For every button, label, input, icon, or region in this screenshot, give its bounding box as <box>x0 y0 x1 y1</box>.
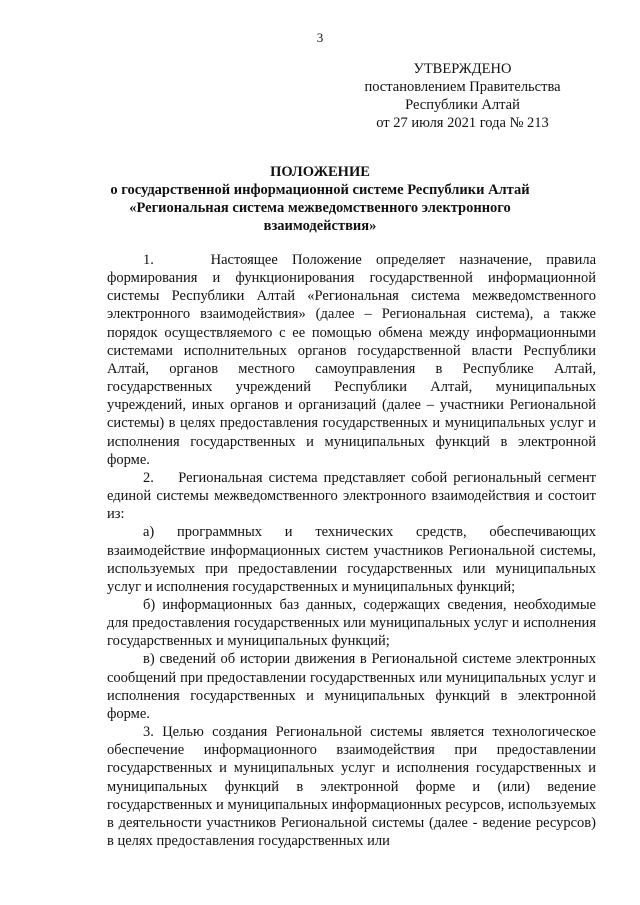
document-body <box>107 251 596 850</box>
approval-heading: УТВЕРЖДЕНО <box>413 61 512 77</box>
page-number: 3 <box>316 30 324 45</box>
title-system-name-cont: взаимодействия» <box>263 218 377 234</box>
approval-decree: постановлением Правительства <box>364 79 561 95</box>
paragraph-2c: в) сведений об истории движения в Региональной системе электронных сообщений при предоставлении государственных или муниципальных услуг и исполнения государственных и муниципальных функций в электронной форме. <box>107 651 596 722</box>
title-system-name: «Региональная система межведомственного электронного <box>129 200 511 216</box>
paragraph-2b: б) информационных баз данных, содержащих сведения, необходимые для предоставления государственных или муниципальных услуг и исполнения государственных и муниципальных функций; <box>107 596 596 650</box>
approval-date: от 27 июля 2021 года № 213 <box>376 115 549 131</box>
approval-stamp <box>360 60 565 132</box>
paragraph-3: 3. Целью создания Региональной системы является технологическое обеспечение информационного взаимодействия при предоставлении государственных и муниципальных услуг и исполнения государственных и муниципальных функций в электронной форме и (или) ведение государственных и муниципальных информационных ресурсов, используемых в деятельности участников Региональной системы (далее - ведение ресурсов) в целях предоставления государственных или <box>107 724 596 849</box>
title-heading: ПОЛОЖЕНИЕ <box>270 164 370 180</box>
title-subject: о государственной информационной системе Республики Алтай <box>110 182 530 198</box>
paragraph-1: 1. Настоящее Положение определяет назначение, правила формирования и функционирования государственной информационной системы Республики Алтай «Региональная система межведомственного электронного взаимодействия» (далее – Региональная система), а также порядок осуществляемого с ее помощью обмена между информационными системами исполнительных органов государственной власти Республики Алтай, органов местного самоуправления в Республике Алтай, государственных учреждений Республики Алтай, муниципальных учреждений, иных органов и организаций (далее – участники Региональной системы) в целях предоставления государственных и муниципальных услуг и исполнения государственных и муниципальных функций в электронной форме. <box>107 252 596 468</box>
approval-republic: Республики Алтай <box>405 97 520 113</box>
paragraph-2a: а) программных и технических средств, обеспечивающих взаимодействие информационных систем участников Региональной системы, используемых при предоставлении государственных или муниципальных услуг и исполнения государственных и муниципальных функций; <box>107 524 596 595</box>
document-title <box>90 163 550 235</box>
paragraph-2: 2. Региональная система представляет собой региональный сегмент единой системы межведомственного электронного взаимодействия и состоит из: <box>107 469 596 523</box>
